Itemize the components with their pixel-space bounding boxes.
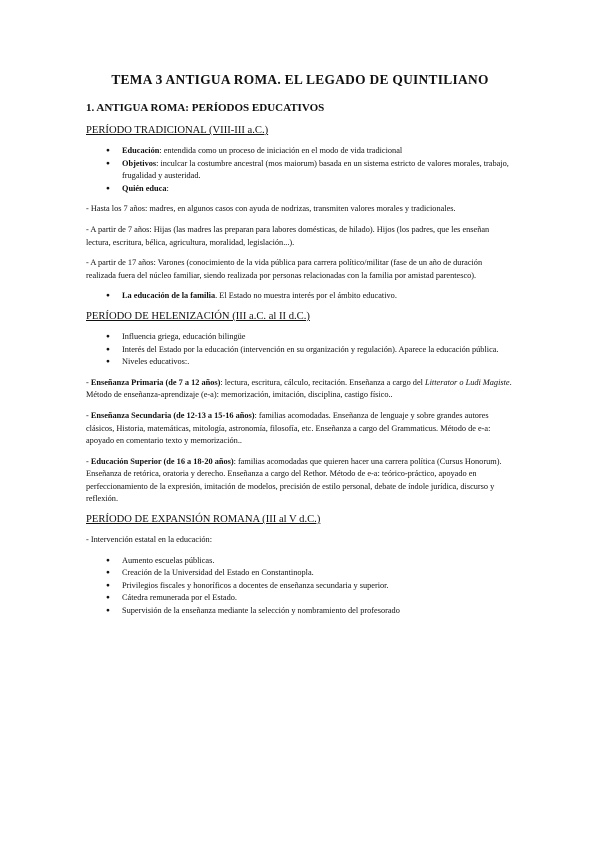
bold-term: Quién educa — [122, 183, 167, 193]
paragraph: - A partir de 7 años: Hijas (las madres las preparan para labores domésticas, de hilado). Hijos (los padres, que les enseñan lectura, escritura, bélica, agricultura, moralidad, legislación...). — [86, 224, 490, 247]
list-item — [122, 145, 514, 158]
period-title-tradicional: PERÍODO TRADICIONAL (VIII-III a.C.) — [86, 125, 269, 136]
document-title: TEMA 3 ANTIGUA ROMA. EL LEGADO DE QUINTILIANO — [111, 72, 489, 87]
bold-term: Educación Superior (de 16 a 18-20 años) — [90, 456, 234, 466]
bold-term: Enseñanza Secundaria (de 12-13 a 15-16 años) — [90, 410, 255, 420]
item-text: . Método de enseñanza-aprendizaje (e-a): memorización, imitación, disciplina, castigo físico.. — [86, 377, 512, 400]
item-text: . El Estado no muestra interés por el ámbito educativo. — [215, 291, 397, 301]
dash: - — [86, 456, 91, 466]
paragraph-superior — [86, 456, 514, 506]
list-item — [122, 183, 514, 196]
paragraph-secundaria — [86, 410, 514, 448]
helenizacion-bullets — [86, 331, 514, 369]
bold-term: Enseñanza Primaria (de 7 a 12 años) — [90, 377, 221, 387]
item-text: : familias acomodadas que quieren hacer una carrera política (Cursus Honorum). Enseñanza de retórica, oratoria y derecho. Enseñanza a cargo del Rethor. Método de e-a: teórico-práctico, apoyado en perfeccionamiento de la expresión, imitación de modelos, precisión de estilo personal, debate de índole jurídica, discurso y reflexión. — [86, 456, 502, 504]
item-text: : — [166, 183, 169, 193]
list-item: ● Cátedra remunerada por el Estado. — [122, 592, 514, 605]
list-item: ● Interés del Estado por la educación (intervención en su organización y regulación). Aparece la educación pública. — [122, 344, 514, 357]
list-item: ● Creación de la Universidad del Estado en Constantinopla. — [122, 567, 514, 580]
list-item — [122, 158, 514, 183]
list-item: ● Niveles educativos:. — [122, 356, 514, 369]
item-text: : inculcar la costumbre ancestral (mos maiorum) basada en un sistema estricto de valores morales, trabajo, frugalidad y austeridad. — [122, 158, 509, 181]
list-item: ● Privilegios fiscales y honoríficos a docentes de enseñanza secundaria y superior. — [122, 580, 514, 593]
section-heading: 1. ANTIGUA ROMA: PERÍODOS EDUCATIVOS — [86, 102, 325, 114]
paragraph: - Intervención estatal en la educación: — [86, 535, 213, 545]
list-item: ● Influencia griega, educación bilingüe — [122, 331, 514, 344]
list-item: ● Supervisión de la enseñanza mediante la selección y nombramiento del profesorado — [122, 605, 514, 618]
family-bullet — [86, 290, 514, 303]
list-item: ● Aumento escuelas públicas. — [122, 555, 514, 568]
period-title-expansion: PERÍODO DE EXPANSIÓN ROMANA (III al V d.C.) — [86, 514, 321, 526]
list-item — [122, 290, 514, 303]
italic-term: Litterator o Ludi Magiste — [425, 377, 510, 387]
paragraph: - Hasta los 7 años: madres, en algunos casos con ayuda de nodrizas, transmiten valores morales y tradicionales. — [86, 204, 456, 214]
dash: - — [86, 377, 91, 387]
bold-term: Objetivos — [122, 158, 157, 168]
item-text: : familias acomodadas. Enseñanza de lenguaje y sobre grandes autores clásicos, Historia, matemáticas, mitología, astronomía, filosofía, etc. Enseñanza a cargo del Grammaticus. Método de e-a: apoyado en comentario texto y memorización.. — [86, 410, 491, 446]
period-title-helenizacion: PERÍODO DE HELENIZACIÓN (III a.C. al II d.C.) — [86, 310, 310, 322]
bold-term: Educación — [122, 146, 160, 155]
tradicional-bullets — [86, 145, 514, 195]
expansion-bullets — [86, 555, 514, 618]
dash: - — [86, 410, 91, 420]
bold-term: La educación de la familia — [122, 291, 216, 301]
paragraph: - A partir de 17 años: Varones (conocimiento de la vida pública para carrera político/militar (fase de un año de duración realizada fuera del núcleo familiar, siendo realizada por personas relacionadas con la familia por amistad parentesco). — [86, 258, 483, 280]
item-text: : lectura, escritura, cálculo, recitación. Enseñanza a cargo del — [220, 377, 426, 387]
paragraph-primaria — [86, 377, 514, 402]
item-text: : entendida como un proceso de iniciación en el modo de vida tradicional — [159, 146, 403, 155]
